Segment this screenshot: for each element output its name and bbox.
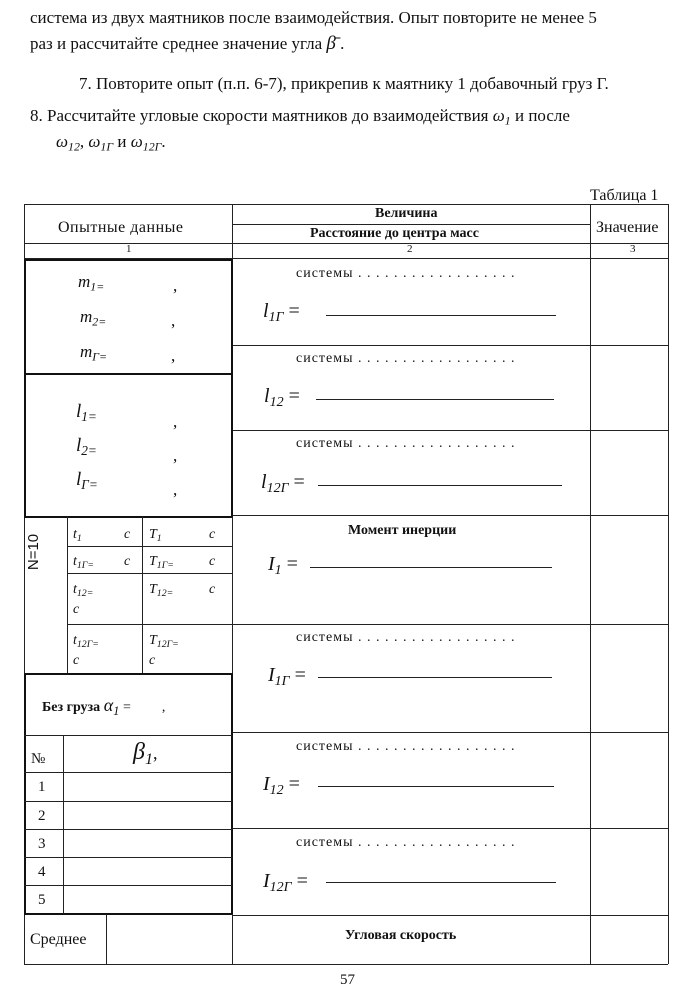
no-load-label: Без груза <box>42 700 101 715</box>
systems-label-5: системы . . . . . . . . . . . . . . . . . . <box>296 739 516 754</box>
num-header: № <box>31 751 46 767</box>
length-2: $l_{2=}$ <box>76 435 97 458</box>
angular-velocity-header: Угловая скорость <box>345 928 457 943</box>
n-label: N=10 <box>25 533 42 571</box>
paragraph-line-1: система из двух маятников после взаимодействия. Опыт повторите не менее 5 <box>30 8 597 27</box>
omega-1G: $\omega_{1Г}$ <box>88 132 114 154</box>
mass-G-comma: , <box>171 346 176 365</box>
time-T1: $T_1$ <box>149 527 162 544</box>
paragraph-line-2-end: . <box>340 34 345 53</box>
time-T12: $T_{12=}$ <box>149 582 174 599</box>
row-2: 2 <box>38 808 46 824</box>
length-G: $l_{Г=}$ <box>76 469 98 492</box>
time-t1-unit: c <box>124 527 131 542</box>
time-t12: $t_{12=}$ <box>73 582 94 599</box>
row-3: 3 <box>38 836 46 852</box>
time-T12G: $T_{12Г=}$ <box>149 633 179 650</box>
mass-2: $m_{2=}$ <box>80 307 107 329</box>
mass-1-comma: , <box>173 276 178 295</box>
length-G-comma: , <box>173 480 178 499</box>
time-T1G-unit: c <box>209 554 216 569</box>
formula-I1G: $I_{1Г}$ = <box>268 664 306 690</box>
mass-2-comma: , <box>171 311 176 330</box>
time-T12G-unit: c <box>149 653 156 668</box>
mass-1: $m_{1=}$ <box>78 272 105 294</box>
systems-label-3: системы . . . . . . . . . . . . . . . . . . <box>296 436 516 451</box>
alpha-1: $\alpha_1$ <box>103 695 120 718</box>
average-label: Среднее <box>30 931 87 948</box>
item-8-after: и после <box>514 106 570 125</box>
time-t1: $t_1$ <box>73 527 82 544</box>
length-2-comma: , <box>173 446 178 465</box>
and-word: и <box>117 132 127 151</box>
systems-label-2: системы . . . . . . . . . . . . . . . . . . <box>296 351 516 366</box>
beta-mean-symbol: β̄ <box>326 33 336 54</box>
formula-I1: $I_1$ = <box>268 553 298 579</box>
table-caption: Таблица 1 <box>590 187 659 204</box>
systems-label-1: системы . . . . . . . . . . . . . . . . . . <box>296 266 516 281</box>
omega-12G: $\omega_{12Г}$ <box>130 132 162 154</box>
item-8-line-1 <box>30 104 570 133</box>
header-value: Значение <box>596 219 659 236</box>
item-8-text: 8. Рассчитайте угловые скорости маятников до взаимодействия <box>30 106 489 125</box>
time-T1G: $T_{1Г=}$ <box>149 554 174 571</box>
paragraph-line-2-text: раз и рассчитайте среднее значение угла <box>30 34 323 53</box>
time-t1G: $t_{1Г=}$ <box>73 554 94 571</box>
systems-label-6: системы . . . . . . . . . . . . . . . . . . <box>296 835 516 850</box>
mass-G: $m_{Г=}$ <box>80 342 108 364</box>
header-experimental-data: Опытные данные <box>58 219 184 236</box>
formula-l1G: $l_{1Г}$ = <box>263 300 300 326</box>
beta-header: $\beta_1$, <box>133 739 158 768</box>
header-distance: Расстояние до центра масс <box>310 226 479 241</box>
page-number: 57 <box>340 972 355 988</box>
header-quantity: Величина <box>375 206 438 221</box>
time-T1-unit: c <box>209 527 216 542</box>
formula-I12: $I_{12}$ = <box>263 773 300 799</box>
header-col-num-1: 1 <box>126 243 132 255</box>
formula-l12G: $l_{12Г}$ = <box>261 471 305 497</box>
length-1-comma: , <box>173 412 178 431</box>
paragraph-line-2 <box>30 32 344 56</box>
time-t1G-unit: c <box>124 554 131 569</box>
length-1: $l_{1=}$ <box>76 401 97 424</box>
time-T12-unit: c <box>209 582 216 597</box>
omega-12: $\omega_{12}$ <box>56 132 80 154</box>
header-col-num-2: 2 <box>407 243 413 255</box>
formula-l12: $l_{12}$ = <box>264 385 300 411</box>
omega-1: $\omega_1$ <box>492 106 511 128</box>
item-7: 7. Повторите опыт (п.п. 6-7), прикрепив к маятнику 1 добавочный груз Г. <box>79 74 609 93</box>
row-5: 5 <box>38 892 46 908</box>
time-t12G-unit: c <box>73 653 80 668</box>
time-t12G: $t_{12Г=}$ <box>73 633 99 650</box>
moment-header: Момент инерции <box>348 523 457 538</box>
header-col-num-3: 3 <box>630 243 636 255</box>
row-4: 4 <box>38 864 46 880</box>
item-8-line-2: $\omega_{12}$, $\omega_{1Г}$ и $\omega_{12Г}$. <box>56 132 166 154</box>
no-load-row: Без груза $\alpha_1$ = , <box>42 695 166 718</box>
formula-I12G: $I_{12Г}$ = <box>263 870 308 896</box>
row-1: 1 <box>38 779 46 795</box>
time-t12-unit: c <box>73 602 80 617</box>
systems-label-4: системы . . . . . . . . . . . . . . . . . . <box>296 630 516 645</box>
